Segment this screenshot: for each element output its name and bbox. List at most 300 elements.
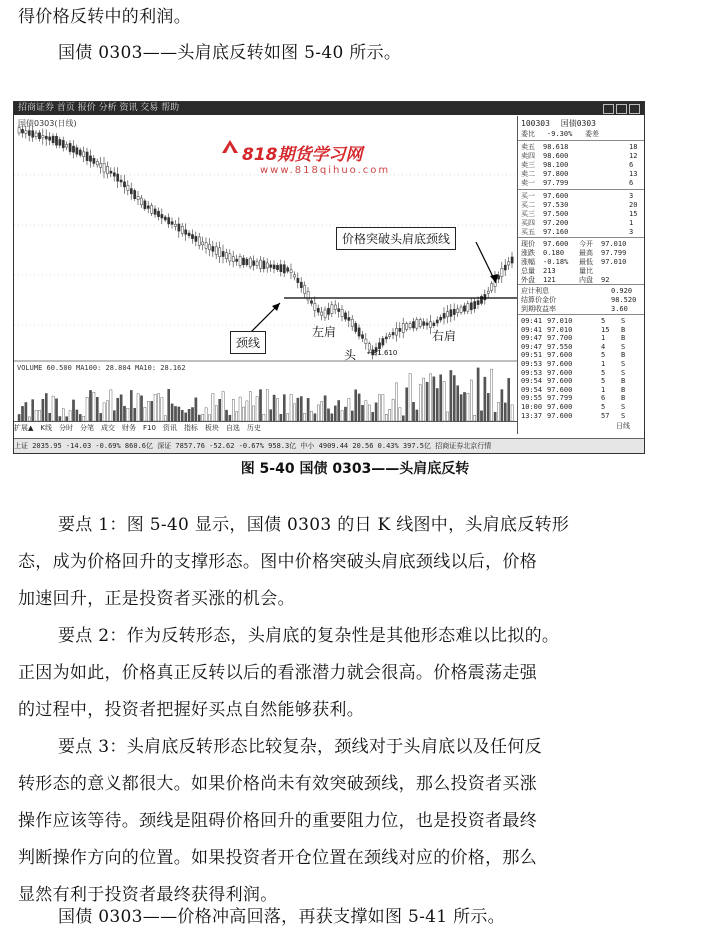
candle-body bbox=[55, 136, 57, 145]
candle-body bbox=[474, 301, 476, 308]
paragraph-line: 要点 3：头肩底反转形态比较复杂，颈线对于头肩底以及任何反 bbox=[58, 737, 542, 757]
candle-body bbox=[188, 233, 190, 236]
candle-body bbox=[215, 247, 217, 255]
volume-bar bbox=[355, 390, 357, 421]
volume-bar bbox=[382, 395, 384, 421]
volume-bar bbox=[467, 393, 469, 421]
volume-bar bbox=[361, 405, 363, 421]
volume-bar bbox=[409, 374, 411, 421]
tick-price: 97.700 bbox=[547, 334, 573, 343]
volume-bar bbox=[263, 414, 265, 421]
tick-volume: 57 bbox=[601, 411, 610, 420]
stat-value: 97.010 bbox=[601, 258, 627, 266]
candle-body bbox=[236, 259, 238, 261]
candle-body bbox=[389, 335, 391, 337]
volume-bar bbox=[338, 400, 340, 421]
chart-tab[interactable]: F10 bbox=[142, 424, 156, 432]
period-label: 日线 bbox=[616, 422, 630, 430]
volume-bar bbox=[443, 381, 445, 421]
candle-body bbox=[270, 265, 272, 268]
paragraph-line: 转形态的意义都很大。如果价格尚未有效突破颈线，那么投资者买涨 bbox=[18, 774, 537, 794]
candle-body bbox=[246, 259, 248, 265]
volume-bar bbox=[334, 406, 336, 421]
candle-body bbox=[253, 261, 255, 266]
candle-body bbox=[511, 257, 513, 263]
candle-body bbox=[338, 309, 340, 312]
candle-body bbox=[491, 284, 493, 291]
volume-bar bbox=[300, 396, 302, 421]
candle-body bbox=[453, 309, 455, 314]
neckline-label: 颈线 bbox=[230, 331, 266, 354]
chart-tab[interactable]: 分时 bbox=[58, 424, 73, 432]
candle-body bbox=[497, 275, 499, 279]
right-shoulder-label: 右肩 bbox=[432, 329, 457, 343]
tick-side: B bbox=[621, 377, 626, 386]
candle-body bbox=[409, 324, 411, 328]
volume-bar bbox=[283, 395, 285, 421]
candle-body bbox=[86, 152, 88, 161]
volume-bar bbox=[419, 385, 421, 421]
tick-price: 97.799 bbox=[547, 394, 573, 403]
volume-bar bbox=[222, 392, 224, 421]
paragraph-line: 得价格反转中的利润。 bbox=[18, 7, 191, 27]
security-code: 100303 bbox=[521, 119, 550, 128]
candle-body bbox=[446, 312, 448, 317]
candle-body bbox=[331, 305, 333, 314]
volume-bar bbox=[151, 401, 153, 421]
volume-bar bbox=[317, 405, 319, 421]
tick-time: 10:00 bbox=[521, 403, 543, 411]
volume-bar bbox=[416, 410, 418, 421]
tick-side: B bbox=[621, 385, 626, 394]
volume-bar bbox=[106, 401, 108, 421]
tick-volume: 5 bbox=[601, 377, 606, 386]
candle-body bbox=[287, 268, 289, 272]
candle-body bbox=[321, 312, 323, 315]
candle-body bbox=[344, 313, 346, 319]
window-title: 招商证券 首页 报价 分析 资讯 交易 帮助 bbox=[18, 103, 180, 113]
candle-body bbox=[450, 310, 452, 317]
candle-body bbox=[307, 291, 309, 300]
volume-bar bbox=[484, 377, 486, 421]
volume-bar bbox=[368, 405, 370, 421]
stat-label: 涨幅 bbox=[521, 258, 535, 266]
sell-row bbox=[521, 170, 642, 179]
order-label: 卖四 bbox=[521, 152, 535, 160]
tick-side: S bbox=[621, 360, 626, 368]
candle-body bbox=[171, 222, 173, 225]
candle-body bbox=[168, 218, 170, 224]
candle-body bbox=[219, 248, 221, 257]
diff-label: 委差 bbox=[585, 130, 599, 138]
volume-bar bbox=[378, 395, 380, 421]
candle-body bbox=[38, 133, 40, 139]
candle-body bbox=[93, 158, 95, 163]
paragraph-line: 显然有利于投资者最终获得利润。 bbox=[18, 885, 278, 905]
candle-body bbox=[127, 185, 129, 190]
volume-bar bbox=[157, 394, 159, 421]
candle-body bbox=[62, 140, 64, 147]
candle-body bbox=[161, 214, 163, 218]
volume-bar bbox=[42, 399, 44, 421]
candle-body bbox=[365, 339, 367, 343]
tick-side: S bbox=[621, 368, 626, 377]
volume-bar bbox=[181, 410, 183, 421]
volume-bar bbox=[188, 409, 190, 421]
candle-body bbox=[457, 309, 459, 313]
tick-row bbox=[521, 412, 642, 421]
stat-label: 量比 bbox=[579, 267, 593, 275]
volume-bar bbox=[249, 392, 251, 421]
volume-bar bbox=[113, 411, 115, 421]
candle-body bbox=[45, 136, 47, 139]
order-price: 98.618 bbox=[543, 143, 569, 151]
volume-bar bbox=[253, 406, 255, 421]
tick-side: B bbox=[621, 351, 626, 360]
order-price: 97.530 bbox=[543, 201, 569, 209]
stat-value: 97.600 bbox=[543, 240, 569, 248]
volume-bar bbox=[69, 411, 71, 421]
candle-body bbox=[399, 328, 401, 331]
volume-bar bbox=[89, 390, 91, 421]
order-volume: 15 bbox=[629, 210, 638, 218]
volume-bar bbox=[463, 392, 465, 421]
tick-side: S bbox=[621, 342, 626, 351]
volume-bar bbox=[307, 398, 309, 421]
stat-label: 总量 bbox=[521, 267, 535, 275]
chart-tab[interactable]: K线 bbox=[40, 424, 52, 432]
candle-body bbox=[130, 189, 132, 194]
tick-price: 97.010 bbox=[547, 325, 573, 334]
chart-tab[interactable]: 历史 bbox=[246, 424, 261, 432]
candle-body bbox=[467, 304, 469, 311]
tick-volume: 5 bbox=[601, 317, 606, 325]
tick-time: 09:41 bbox=[521, 325, 543, 334]
candle-body bbox=[304, 285, 306, 293]
candle-body bbox=[239, 256, 241, 265]
volume-bar bbox=[38, 410, 40, 421]
ratio-label: 委比 bbox=[521, 130, 535, 138]
candle-body bbox=[423, 322, 425, 326]
chart-tab[interactable]: 板块 bbox=[204, 424, 219, 432]
stat-row bbox=[521, 267, 642, 276]
candle-body bbox=[351, 319, 353, 326]
candle-body bbox=[229, 254, 231, 261]
volume-bar bbox=[232, 399, 234, 421]
volume-bar bbox=[406, 388, 408, 421]
buy-row bbox=[521, 192, 642, 201]
candle-body bbox=[300, 282, 302, 287]
tick-time: 09:53 bbox=[521, 368, 543, 377]
order-volume: 3 bbox=[629, 192, 634, 200]
volume-bar bbox=[117, 398, 119, 421]
volume-bar bbox=[259, 390, 261, 421]
watermark bbox=[242, 140, 390, 176]
tick-time: 09:55 bbox=[521, 394, 543, 403]
buy-row bbox=[521, 210, 642, 219]
volume-bar bbox=[127, 408, 129, 421]
volume-bar bbox=[304, 413, 306, 421]
candle-body bbox=[72, 146, 74, 152]
tick-side: B bbox=[621, 334, 626, 343]
stat-row bbox=[521, 258, 642, 267]
volume-bar bbox=[270, 410, 272, 421]
sell-row bbox=[521, 161, 642, 170]
candle-body bbox=[106, 166, 108, 173]
volume-bar bbox=[412, 402, 414, 421]
tick-volume: 5 bbox=[601, 351, 606, 360]
candle-body bbox=[35, 133, 37, 137]
candle-body bbox=[117, 174, 119, 181]
stat-label: 今开 bbox=[579, 240, 593, 248]
candle-body bbox=[327, 308, 329, 314]
sell-row bbox=[521, 179, 642, 188]
candle-body bbox=[147, 206, 149, 209]
order-label: 卖一 bbox=[521, 179, 535, 187]
stat-label: 涨跌 bbox=[521, 249, 535, 257]
head-price-label: ←81.610 bbox=[367, 349, 398, 357]
volume-bar bbox=[385, 414, 387, 421]
candle-body bbox=[382, 338, 384, 345]
volume-bar bbox=[491, 369, 493, 421]
volume-bar bbox=[293, 404, 295, 421]
tick-time: 13:37 bbox=[521, 411, 543, 420]
volume-bar bbox=[348, 399, 350, 421]
chart-subtitle: 国债0303(日线) bbox=[18, 119, 77, 128]
candle-body bbox=[283, 265, 285, 273]
paragraph-line: 的过程中，投资者把握好买点自然能够获利。 bbox=[18, 700, 364, 720]
candle-body bbox=[440, 317, 442, 320]
volume-bar bbox=[372, 412, 374, 421]
candle-body bbox=[460, 307, 462, 312]
stat-value: 0.180 bbox=[543, 249, 565, 257]
volume-bar bbox=[25, 402, 27, 421]
volume-bar bbox=[100, 413, 102, 421]
volume-bar bbox=[389, 409, 391, 421]
candle-body bbox=[100, 163, 102, 167]
extra-label: 结算价金价 bbox=[521, 296, 556, 304]
candle-body bbox=[273, 265, 275, 269]
candle-body bbox=[293, 275, 295, 277]
volume-bar bbox=[45, 393, 47, 421]
volume-bar bbox=[93, 392, 95, 421]
volume-bar bbox=[110, 390, 112, 421]
candle-body bbox=[49, 137, 51, 140]
sell-row bbox=[521, 152, 642, 161]
paragraph-line: 要点 1：图 5-40 显示，国债 0303 的日 K 线图中，头肩底反转形 bbox=[58, 515, 570, 535]
candle-body bbox=[181, 226, 183, 233]
candle-body bbox=[113, 173, 115, 177]
volume-bar bbox=[331, 414, 333, 421]
candle-body bbox=[487, 291, 489, 293]
candle-body bbox=[443, 313, 445, 318]
breakout-label: 价格突破头肩底颈线 bbox=[336, 227, 456, 250]
candle-body bbox=[433, 323, 435, 326]
volume-bar bbox=[202, 414, 204, 421]
candle-body bbox=[140, 198, 142, 205]
tick-time: 09:51 bbox=[521, 351, 543, 360]
volume-bar bbox=[212, 393, 214, 421]
tick-price: 97.010 bbox=[547, 317, 573, 325]
minimize-icon bbox=[603, 104, 614, 114]
candle-body bbox=[52, 136, 54, 143]
candle-body bbox=[416, 320, 418, 329]
paragraph-line: 国债 0303——头肩底反转如图 5-40 所示。 bbox=[58, 43, 402, 63]
tick-side: B bbox=[621, 325, 626, 334]
candle-body bbox=[59, 139, 61, 145]
tick-volume: 5 bbox=[601, 403, 606, 411]
tick-time: 09:54 bbox=[521, 385, 543, 394]
volume-bar bbox=[501, 390, 503, 421]
stat-label: 现价 bbox=[521, 240, 535, 248]
candle-body bbox=[348, 317, 350, 320]
sell-row bbox=[521, 143, 642, 152]
watermark-title: 818期货学习网 bbox=[242, 145, 363, 165]
volume-bar bbox=[446, 412, 448, 421]
paragraph-line: 态，成为价格回升的支撑形态。图中价格突破头肩底颈线以后，价格 bbox=[18, 552, 537, 572]
volume-bar bbox=[256, 397, 258, 421]
candle-body bbox=[103, 163, 105, 172]
volume-bar bbox=[457, 386, 459, 421]
volume-bar bbox=[103, 403, 105, 421]
candle-body bbox=[334, 305, 336, 309]
volume-bar bbox=[497, 402, 499, 421]
candle-body bbox=[89, 156, 91, 161]
tick-price: 97.550 bbox=[547, 342, 573, 351]
volume-bar bbox=[239, 397, 241, 421]
chart-tab[interactable]: 扩展▲ bbox=[14, 424, 34, 432]
candle-body bbox=[178, 224, 180, 231]
tick-volume: 5 bbox=[601, 368, 606, 377]
volume-bar bbox=[511, 405, 513, 421]
volume-bar bbox=[375, 403, 377, 421]
chart-tab[interactable]: 财务 bbox=[121, 424, 136, 432]
candle-body bbox=[202, 242, 204, 245]
candle-body bbox=[385, 337, 387, 339]
order-price: 97.160 bbox=[543, 228, 569, 236]
tick-side: S bbox=[621, 411, 626, 420]
order-price: 97.800 bbox=[543, 170, 569, 178]
candle-body bbox=[120, 180, 122, 182]
volume-bar bbox=[480, 411, 482, 421]
status-bar: 上证 2035.95 -14.03 -0.69% 860.6亿 深证 7857.76 -52.62 -0.67% 958.3亿 中小 4909.44 20.56 0.43% 397.5亿 招商证券北京行情 bbox=[14, 438, 644, 454]
chart-tab[interactable]: 资讯 bbox=[162, 424, 177, 432]
candle-body bbox=[25, 131, 27, 134]
tick-price: 97.600 bbox=[547, 377, 573, 386]
candle-body bbox=[232, 257, 234, 262]
volume-bar bbox=[327, 409, 329, 421]
chart-tab[interactable]: 指标 bbox=[183, 424, 198, 432]
tick-price: 97.600 bbox=[547, 360, 573, 368]
candle-body bbox=[508, 262, 510, 265]
extra-row bbox=[521, 287, 642, 296]
order-volume: 13 bbox=[629, 170, 638, 178]
volume-bar bbox=[365, 401, 367, 421]
extra-label: 到期收益率 bbox=[521, 305, 556, 313]
paragraph-line: 要点 2：作为反转形态，头肩底的复杂性是其他形态难以比拟的。 bbox=[58, 626, 560, 646]
volume-bar bbox=[225, 410, 227, 421]
paragraph-line: 操作应该等待。颈线是阻碍价格回升的重要阻力位，也是投资者最终 bbox=[18, 811, 537, 831]
volume-bar bbox=[321, 401, 323, 421]
order-label: 买五 bbox=[521, 228, 535, 236]
volume-bar bbox=[52, 396, 54, 421]
buy-row bbox=[521, 219, 642, 228]
tick-time: 09:41 bbox=[521, 317, 543, 325]
stat-value: 97.010 bbox=[601, 240, 627, 248]
stat-row bbox=[521, 240, 642, 249]
order-price: 98.100 bbox=[543, 161, 569, 169]
candle-body bbox=[378, 343, 380, 349]
volume-bar bbox=[358, 394, 360, 421]
volume-bar bbox=[161, 398, 163, 421]
volume-bar bbox=[423, 378, 425, 421]
volume-bar bbox=[242, 407, 244, 421]
volume-bar bbox=[49, 413, 51, 421]
tick-volume: 1 bbox=[601, 385, 606, 394]
paragraph-line: 判断操作方向的位置。如果投资者开仓位置在颈线对应的价格，那么 bbox=[18, 848, 537, 868]
candle-body bbox=[137, 196, 139, 199]
volume-bar bbox=[120, 395, 122, 421]
stat-value: 121 bbox=[543, 276, 556, 284]
volume-bar bbox=[395, 383, 397, 421]
volume-bar bbox=[433, 377, 435, 421]
volume-bar bbox=[273, 395, 275, 421]
chart-tab[interactable]: 成交 bbox=[100, 424, 115, 432]
candle-body bbox=[110, 171, 112, 173]
close-icon bbox=[629, 104, 640, 114]
stat-value: 213 bbox=[543, 267, 556, 275]
volume-bar bbox=[21, 406, 23, 421]
chart-tab[interactable]: 分笔 bbox=[79, 424, 94, 432]
tick-volume: 6 bbox=[601, 394, 606, 403]
candle-body bbox=[297, 278, 299, 282]
volume-bar bbox=[324, 396, 326, 421]
candle-body bbox=[358, 328, 360, 336]
tick-time: 09:47 bbox=[521, 334, 543, 343]
volume-bar bbox=[341, 411, 343, 421]
order-label: 卖二 bbox=[521, 170, 535, 178]
candle-body bbox=[419, 320, 421, 327]
order-price: 97.200 bbox=[543, 219, 569, 227]
volume-bar bbox=[55, 399, 57, 421]
candle-body bbox=[310, 301, 312, 304]
stat-label: 外盘 bbox=[521, 276, 535, 284]
order-label: 买四 bbox=[521, 219, 535, 227]
security-name: 国债0303 bbox=[560, 119, 596, 128]
volume-bar bbox=[123, 406, 125, 421]
stat-value: -0.18% bbox=[543, 258, 569, 266]
candle-body bbox=[426, 323, 428, 325]
chart-tab[interactable]: 自选 bbox=[225, 424, 240, 432]
volume-bar bbox=[130, 390, 132, 421]
candle-body bbox=[477, 301, 479, 305]
volume-bar bbox=[276, 398, 278, 421]
candle-body bbox=[185, 230, 187, 235]
volume-bar bbox=[147, 401, 149, 421]
candle-body bbox=[191, 235, 193, 239]
order-price: 97.799 bbox=[543, 179, 569, 187]
chart-screenshot bbox=[13, 101, 645, 454]
tick-side: S bbox=[621, 317, 626, 325]
candle-body bbox=[198, 237, 200, 245]
window-titlebar bbox=[14, 102, 644, 115]
stat-label: 最高 bbox=[579, 249, 593, 257]
tick-time: 09:53 bbox=[521, 360, 543, 368]
candle-body bbox=[406, 324, 408, 330]
volume-bar bbox=[134, 408, 136, 421]
volume-bar bbox=[460, 395, 462, 421]
tick-volume: 1 bbox=[601, 360, 606, 368]
